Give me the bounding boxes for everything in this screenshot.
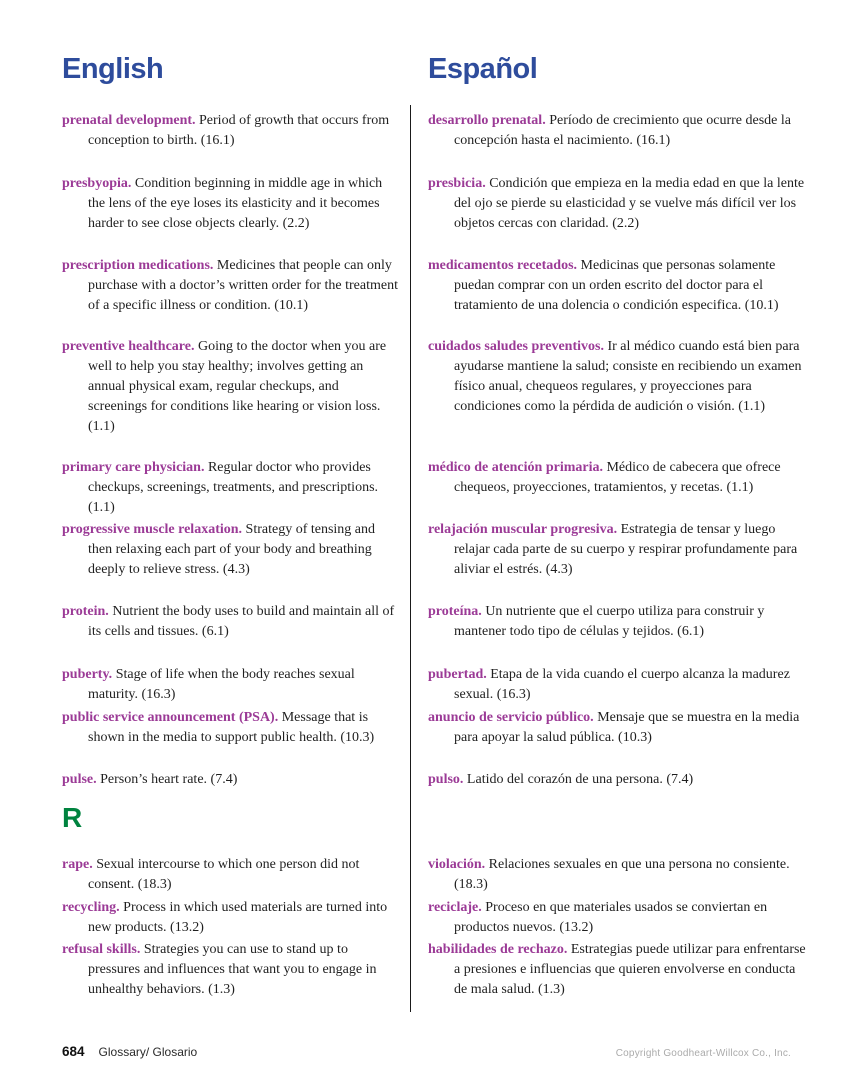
english-heading: English <box>62 53 164 85</box>
page-number: 684 <box>62 1044 85 1059</box>
espanol-heading: Español <box>428 53 538 85</box>
glossary-row-presbyopia <box>62 174 809 256</box>
definition-es: Período de crecimiento que ocurre desde la concepción hasta el nacimiento. (16.1) <box>454 113 791 148</box>
term-es: relajación muscular progresiva. <box>428 522 618 537</box>
definition-en: Sexual intercourse to which one person did not consent. (18.3) <box>88 857 360 892</box>
definition-es: Un nutriente que el cuerpo utiliza para construir y mantener todo tipo de células y tejidos. (6.1) <box>454 604 765 639</box>
term-en: puberty. <box>62 667 113 682</box>
glossary-row-primary-care-physician <box>62 458 809 520</box>
definition-en: Strategy of tensing and then relaxing each part of your body and breathing deeply to relieve stress. (4.3) <box>88 522 376 577</box>
term-es: anuncio de servicio público. <box>428 710 594 725</box>
definition-en: Stage of life when the body reaches sexual maturity. (16.3) <box>88 667 355 702</box>
glossary-row-progressive-muscle-relaxation <box>62 520 809 602</box>
glossary-row-pulse <box>62 770 809 790</box>
definition-es: Medicinas que personas solamente puedan comprar con un orden escrito del doctor para el tratamiento de una dolencia o condición especifica. (10.1) <box>454 258 779 313</box>
definition-es: Mensaje que se muestra en la media para apoyar la salud pública. (10.3) <box>454 710 800 745</box>
glossary-row-refusal-skills <box>62 940 809 1020</box>
definition-es: Condición que empieza en la media edad en que la lente del ojo se pierde su elasticidad y se vuelve más difícil ver los objetos cercas con claridad. (2.2) <box>454 176 805 231</box>
glossary-row-protein <box>62 602 809 665</box>
entry-es <box>428 256 809 316</box>
term-en: progressive muscle relaxation. <box>62 522 243 537</box>
glossary-row-prenatal-development <box>62 111 809 174</box>
definition-en: Nutrient the body uses to build and maintain all of its cells and tissues. (6.1) <box>88 604 395 639</box>
term-es: violación. <box>428 857 486 872</box>
definition-es: Relaciones sexuales en que una persona no consiente. (18.3) <box>454 857 790 892</box>
definition-en: Message that is shown in the media to support public health. (10.3) <box>88 710 375 745</box>
entry-en <box>62 111 410 151</box>
entry-en <box>62 256 410 316</box>
definition-es: Estrategias puede utilizar para enfrentarse a presiones e influencias que quieren envolverse en conducta de mala salud. (1.3) <box>454 942 806 997</box>
definition-es: Estrategia de tensar y luego relajar cada parte de su cuerpo y respirar profundamente para aliviar el estrés. (4.3) <box>454 522 798 577</box>
entry-en <box>62 174 410 234</box>
entry-en <box>62 458 410 518</box>
entry-en <box>62 898 410 938</box>
term-es: cuidados saludes preventivos. <box>428 339 604 354</box>
glossary-content <box>62 52 809 1020</box>
definition-en: Process in which used materials are turned into new products. (13.2) <box>88 900 388 935</box>
glossary-row-rape <box>62 855 809 898</box>
entry-es <box>428 174 809 234</box>
entry-es <box>428 602 809 642</box>
glossary-row-public-service-announcement <box>62 708 809 770</box>
definition-en: Person’s heart rate. (7.4) <box>100 772 238 787</box>
term-es: desarrollo prenatal. <box>428 113 546 128</box>
section-letter-r: R <box>62 802 83 833</box>
term-es: medicamentos recetados. <box>428 258 578 273</box>
term-en: protein. <box>62 604 109 619</box>
entry-en <box>62 520 410 580</box>
entry-es <box>428 665 809 705</box>
term-en: prenatal development. <box>62 113 196 128</box>
definition-es: Proceso en que materiales usados se conviertan en productos nuevos. (13.2) <box>454 900 768 935</box>
entry-en <box>62 708 410 748</box>
term-es: pubertad. <box>428 667 487 682</box>
term-en: pulse. <box>62 772 97 787</box>
entry-en <box>62 940 410 1000</box>
language-headings <box>62 52 809 86</box>
glossary-row-puberty <box>62 665 809 708</box>
definition-es: Médico de cabecera que ofrece chequeos, proyecciones, tratamientos, y recetas. (1.1) <box>454 460 781 495</box>
section-letter-row <box>62 790 809 855</box>
term-en: recycling. <box>62 900 120 915</box>
entry-en <box>62 337 410 437</box>
entry-en <box>62 602 410 642</box>
term-en: rape. <box>62 857 93 872</box>
term-es: habilidades de rechazo. <box>428 942 568 957</box>
copyright-notice: Copyright Goodheart-Willcox Co., Inc. <box>615 1048 791 1059</box>
term-es: médico de atención primaria. <box>428 460 603 475</box>
term-en: public service announcement (PSA). <box>62 710 279 725</box>
glossary-row-preventive-healthcare <box>62 337 809 458</box>
term-es: pulso. <box>428 772 464 787</box>
term-es: presbicia. <box>428 176 486 191</box>
entry-es <box>428 898 809 938</box>
entry-es <box>428 708 809 748</box>
entry-es <box>428 458 809 498</box>
term-en: prescription medications. <box>62 258 214 273</box>
entry-en <box>62 770 410 790</box>
term-en: preventive healthcare. <box>62 339 195 354</box>
page-footer <box>62 1044 791 1059</box>
entry-es <box>428 111 809 151</box>
definition-en: Going to the doctor when you are well to help you stay healthy; involves getting an annual physical exam, regular checkups, and screenings for conditions like hearing or vision loss. (1.1) <box>88 339 387 434</box>
entry-es <box>428 855 809 895</box>
term-en: refusal skills. <box>62 942 141 957</box>
definition-es: Ir al médico cuando está bien para ayudarse mantiene la salud; consiste en recibiendo un examen físico anual, chequeos regulares, y proyecciones para condiciones como la pérdida de audición o visión. (1.1) <box>454 339 802 414</box>
definition-en: Regular doctor who provides checkups, screenings, treatments, and prescriptions. (1.1) <box>88 460 379 515</box>
entry-es <box>428 940 809 1000</box>
definition-en: Condition beginning in middle age in which the lens of the eye loses its elasticity and it becomes harder to see close objects clearly. (2.2) <box>88 176 383 231</box>
glossary-row-recycling <box>62 898 809 940</box>
entry-en <box>62 855 410 895</box>
entry-es <box>428 770 809 790</box>
definition-es: Latido del corazón de una persona. (7.4) <box>466 772 694 787</box>
term-en: primary care physician. <box>62 460 205 475</box>
definition-en: Strategies you can use to stand up to pressures and influences that want you to engage in unhealthy behaviors. (1.3) <box>88 942 377 997</box>
footer-label: Glossary/ Glosario <box>98 1045 198 1059</box>
term-es: proteína. <box>428 604 482 619</box>
definition-en: Period of growth that occurs from conception to birth. (16.1) <box>88 113 390 148</box>
term-en: presbyopia. <box>62 176 132 191</box>
entry-en <box>62 665 410 705</box>
term-es: reciclaje. <box>428 900 482 915</box>
entry-es <box>428 520 809 580</box>
definition-en: Medicines that people can only purchase with a doctor’s written order for the treatment of a specific illness or condition. (10.1) <box>88 258 398 313</box>
definition-es: Etapa de la vida cuando el cuerpo alcanza la madurez sexual. (16.3) <box>454 667 790 702</box>
glossary-row-prescription-medications <box>62 256 809 337</box>
entry-es <box>428 337 809 417</box>
footer-left <box>62 1044 197 1059</box>
